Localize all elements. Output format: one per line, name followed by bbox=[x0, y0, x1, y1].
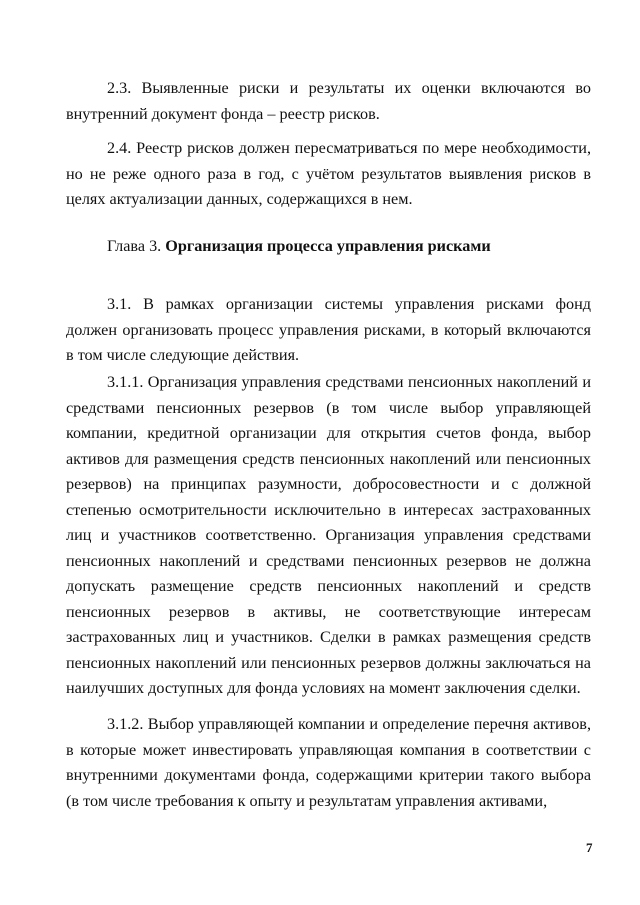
paragraph-3-1: 3.1. В рамках организации системы управления рисками фонд должен организовать процесс управления рисками, в который включаются в том числе следующие действия. bbox=[66, 295, 591, 364]
paragraph-2-3: 2.3. Выявленные риски и результаты их оценки включаются во внутренний документ фонда – реестр рисков. bbox=[66, 79, 591, 123]
chapter-title: Организация процесса управления рисками bbox=[165, 237, 491, 255]
chapter-heading bbox=[107, 234, 491, 260]
paragraph-3-1-1: 3.1.1. Организация управления средствами пенсионных накоплений и средствами пенсионных резервов (в том числе выбор управляющей компании, кредитной организации для открытия счетов фонда, выбор активов для размещения средств пенсионных накоплений или пенсионных резервов) на принципах разумности, добросовестности и с должной степенью осмотрительности исключительно в интересах застрахованных лиц и участников соответственно. Организация управления средствами пенсионных накоплений и средствами пенсионных резервов не должна допускать размещение средств пенсионных накоплений и средств пенсионных резервов в активы, не соответствующие интересам застрахованных лиц и участников. Сделки в рамках размещения средств пенсионных накоплений или пенсионных резервов должны заключаться на наилучших доступных для фонда условиях на момент заключения сделки. bbox=[66, 373, 591, 697]
paragraph-3-1-2: 3.1.2. Выбор управляющей компании и определение перечня активов, в которые может инвестировать управляющая компания в соответствии с внутренними документами фонда, содержащими критерии такого выбора (в том числе требования к опыту и результатам управления активами, bbox=[66, 715, 591, 810]
page-number: 7 bbox=[586, 840, 593, 855]
paragraph-2-4: 2.4. Реестр рисков должен пересматриваться по мере необходимости, но не реже одного раза в год, с учётом результатов выявления рисков в целях актуализации данных, содержащихся в нем. bbox=[66, 139, 591, 208]
chapter-prefix: Глава 3. bbox=[107, 237, 166, 255]
